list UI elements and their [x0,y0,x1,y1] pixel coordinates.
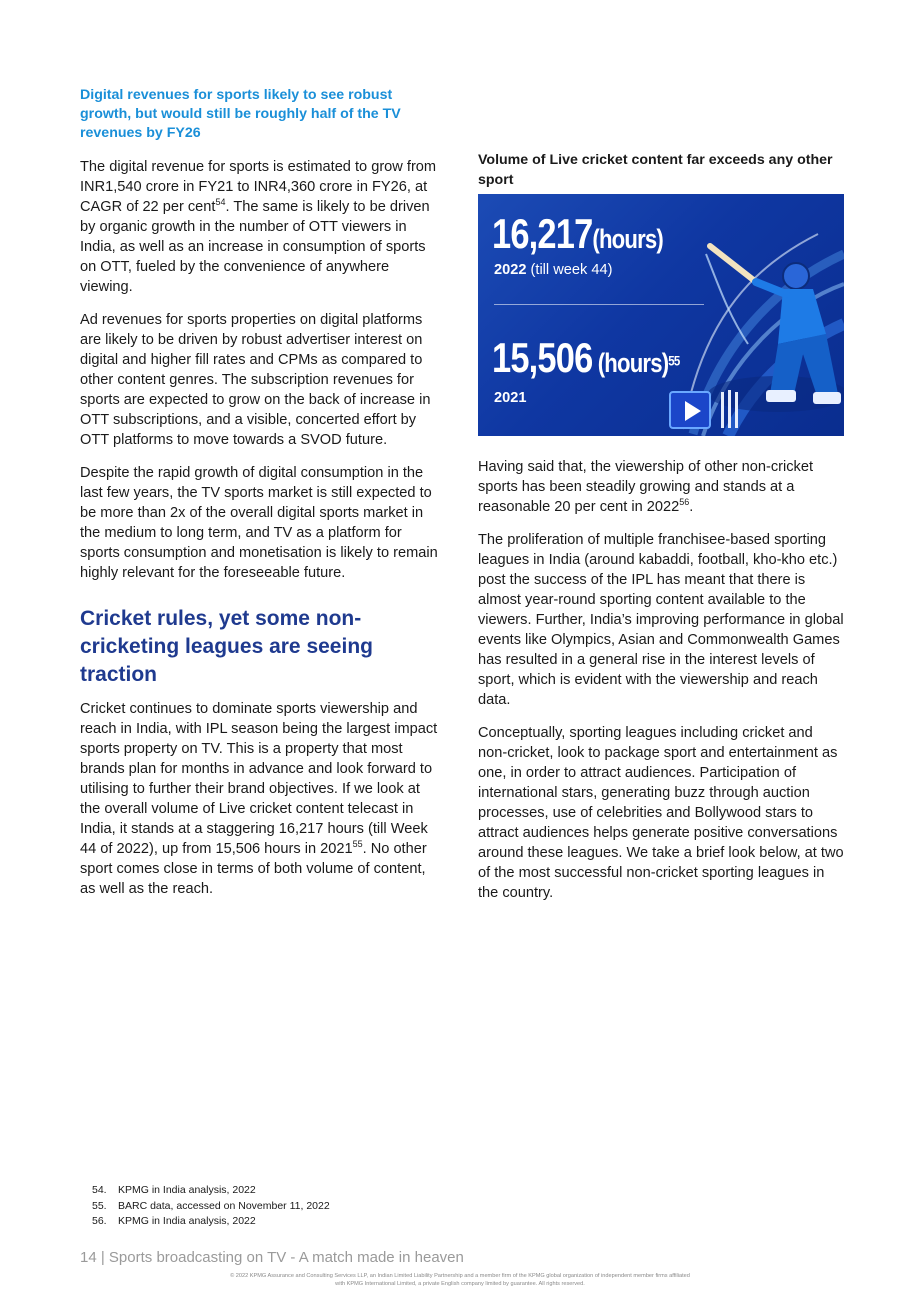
stat-2021-value: 15,506 [492,334,593,381]
paragraph-leagues-proliferation: The proliferation of multiple franchisee-based sporting leagues in India (around kabaddi, football, kho-kho etc.) post the success of the IPL has meant that there is almost year-round sporting content available to the viewers. Further, India’s improving performance in global events like Olympics, Asian and Commonwealth Games has resulted in a general rise in the interest levels of sport, which is evident with the viewership and reach data. [478,532,844,708]
footnote-number: 55. [92,1199,107,1212]
footnote-ref-55: 55 [352,839,363,850]
footnote-ref-55: 55 [668,352,680,369]
right-column [478,150,844,916]
footer-title: Sports broadcasting on TV - A match made in heaven [108,1249,464,1266]
stat-2022-label [494,262,612,278]
divider [494,304,704,305]
paragraph-text: . The same is likely to be driven by organic growth in the number of OTT viewers in India, as well as an increase in consumption of sports on OTT, fueled by the convenience of anywhere viewing. [80,199,430,295]
footnote-ref-54: 54 [215,197,226,208]
footer-separator: | [96,1249,109,1266]
stat-2022-hours [492,210,663,258]
page-footer [80,1249,464,1266]
legal-line: with KPMG International Limited, a private English company limited by guarantee. All rights reserved. [335,1280,585,1287]
figure-title: Volume of Live cricket content far exceeds any other sport [478,152,833,188]
paragraph-leagues-concept: Conceptually, sporting leagues including cricket and non-cricket, look to package sport and entertainment as one, in order to attract audiences. Participation of international stars, generating buzz through auction processes, use of celebrities and Bollywood stars to attract audiences helps generate positive conversations around these leagues. We take a brief look below, at two of the most successful non-cricket sporting leagues in the country. [478,725,844,901]
paragraph-text: . No other sport comes close in terms of both volume of content, as well as the reach. [80,841,427,897]
paragraph-non-cricket [478,457,844,517]
paragraph-text: Cricket continues to dominate sports viewership and reach in India, with IPL season being the largest impact sports property on TV. This is a property that most brands plan for months in advance and look forward to utilising to further their brand objectives. If we look at the overall volume of Live cricket content telecast in India, it stands at a staggering 16,217 hours (till Week 44 of 2022), up from 15,506 hours in 2021 [80,701,438,857]
digital-revenue-subheading: Digital revenues for sports likely to see robust growth, but would still be roughly half of the TV revenues by FY26 [80,87,401,141]
stat-2022-note: (till week 44) [526,262,613,278]
footnote-number: 54. [92,1184,107,1196]
footnote-ref-56: 56 [679,497,690,508]
stat-2022-year: 2022 [494,262,527,278]
paragraph-text: . [689,499,694,515]
footnotes [92,1183,330,1230]
footnote-item [92,1199,330,1215]
stat-2021-unit: (hours) [592,348,669,378]
stat-2022-value: 16,217 [492,210,593,257]
legal-line: © 2022 KPMG Assurance and Consulting Services LLP, an Indian Limited Liability Partnership and a member firm of the KPMG global organization of independent member firms affiliated [230,1273,690,1279]
footnote-text: KPMG in India analysis, 2022 [118,1184,256,1196]
legal-notice [150,1273,770,1288]
left-column [80,86,442,912]
paragraph-tv-market: Despite the rapid growth of digital consumption in the last few years, the TV sports market is still expected to be more than 2x of the overall digital sports market in the medium to long term, and TV as a platform for sports consumption and monetisation is likely to remain highly relevant for the foreseeable future. [80,465,438,581]
footnote-text: KPMG in India analysis, 2022 [118,1215,256,1227]
page-number: 14 [80,1249,97,1266]
section-heading-cricket-rules: Cricket rules, yet some non-cricketing leagues are seeing traction [80,607,373,686]
stat-2021-label [494,390,526,406]
cricket-hours-infographic [478,194,844,436]
paragraph-cricket-dominates [80,699,442,899]
paragraph-text: Having said that, the viewership of other non-cricket sports has been steadily growing and stands at a reasonable 20 per cent in 2022 [478,459,814,515]
footnote-item [92,1183,330,1199]
stat-2021-year: 2021 [494,390,527,406]
stat-2022-unit: (hours) [592,224,663,254]
paragraph-digital-revenue [80,157,442,297]
footnote-item [92,1214,330,1230]
paragraph-ad-revenues: Ad revenues for sports properties on digital platforms are likely to be driven by robust advertiser interest on digital and higher fill rates and CPMs as compared to other content genres. The subscription revenues for sports are expected to grow on the back of increase in OTT subscriptions, and a visible, concerted effort by OTT platforms to move towards a SVOD future. [80,312,431,448]
stat-2021-hours [492,334,679,382]
footnote-number: 56. [92,1215,107,1227]
paragraph-text: The digital revenue for sports is estimated to grow from INR1,540 crore in FY21 to INR4,360 crore in FY26, at CAGR of 22 per cent [80,159,437,215]
play-icon [669,391,711,429]
footnote-text: BARC data, accessed on November 11, 2022 [118,1199,330,1212]
